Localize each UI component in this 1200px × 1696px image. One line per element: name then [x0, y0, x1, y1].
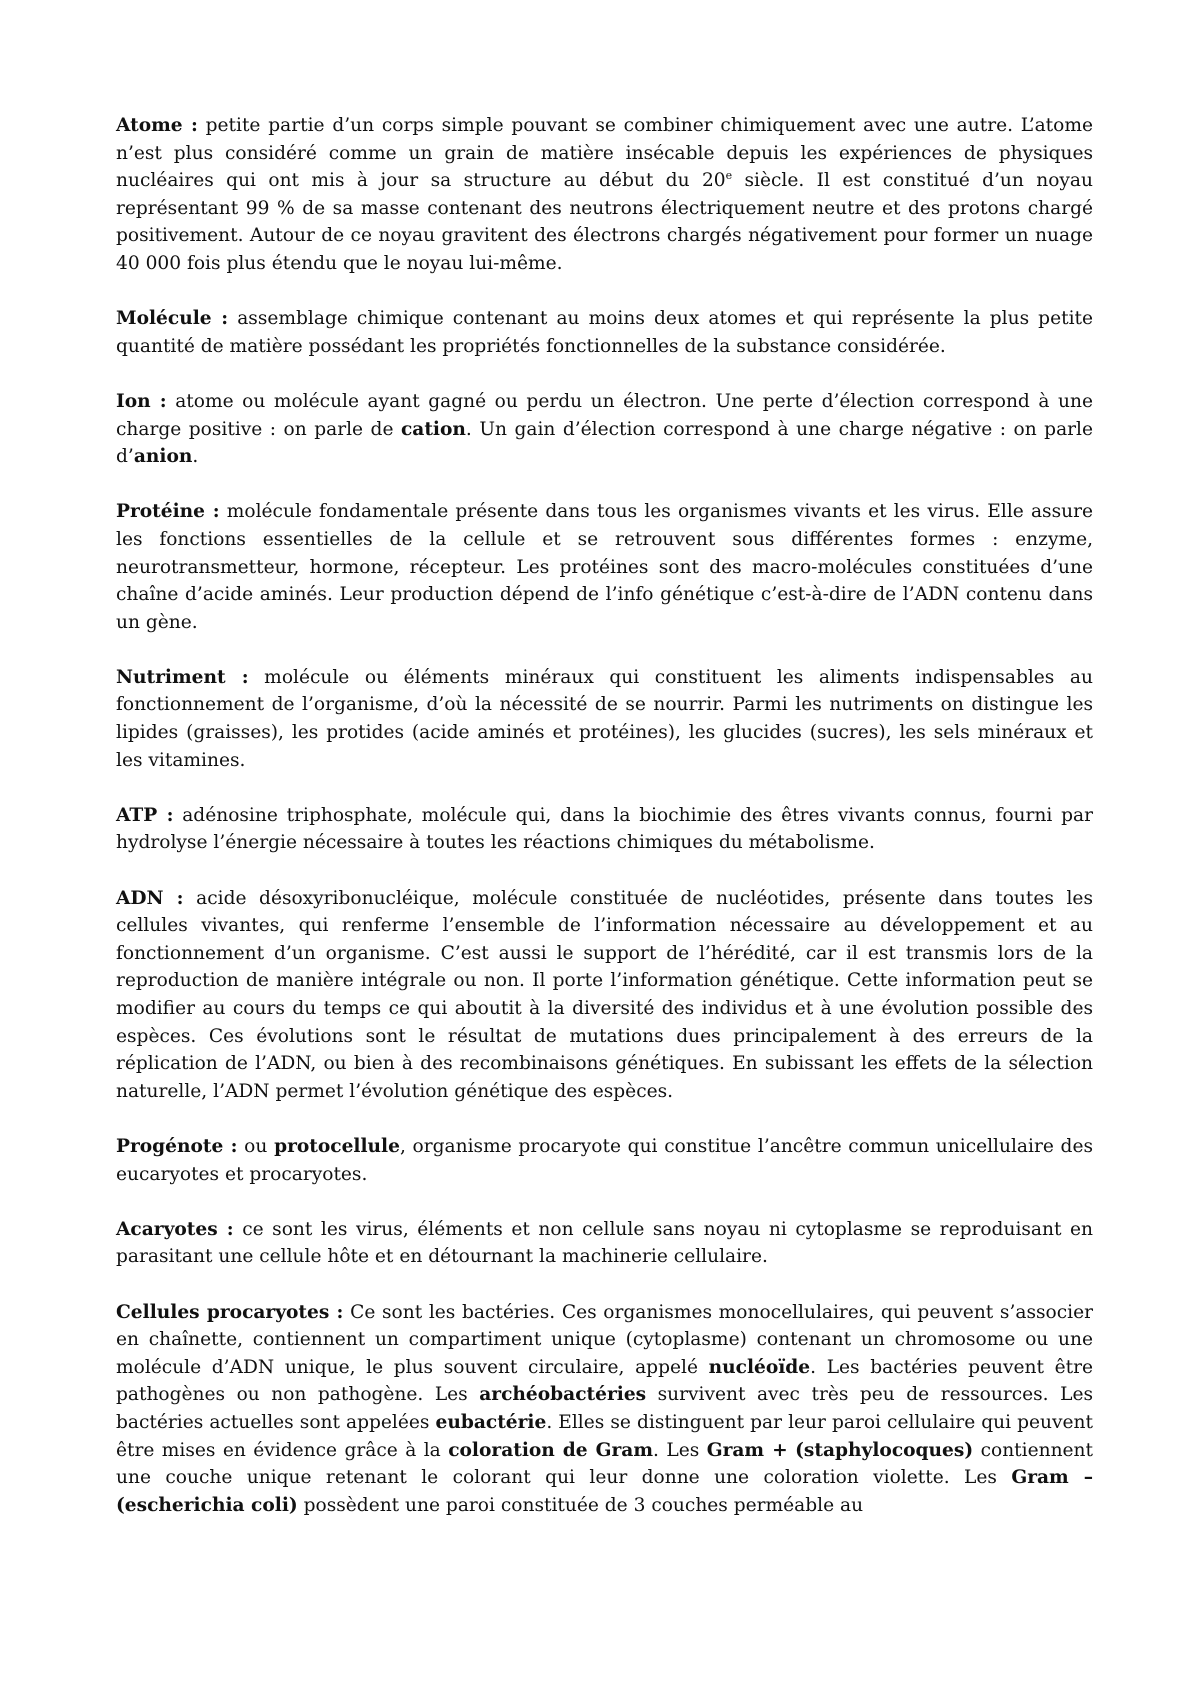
definition-text: molécule ou éléments minéraux qui constituent les aliments indispensables au fonctionnement de l’organisme, d’où la nécessité de se nourrir. Parmi les nutriments on distingue les lipides (graisses), les protides (acide aminés et protéines), les glucides (sucres), les sels minéraux et les vitamines. [116, 666, 1093, 771]
definition-text: possèdent une paroi constituée de 3 couches perméable au [297, 1494, 864, 1516]
definition-term: Ion : [116, 390, 167, 412]
document-page [116, 112, 1093, 1547]
bold-keyword: (staphylocoques) [795, 1439, 974, 1461]
definition-text: . Elles se distinguent par leur paroi cellulaire qui peuvent être mises en évidence grâce à la [116, 1411, 1093, 1461]
definition-text: Ce sont les bactéries. Ces organismes monocellulaires, qui peuvent s’associer en chaînette, contiennent un compartiment unique (cytoplasme) contenant un chromosome ou une molécule d’ADN unique, le plus souvent circulaire, appelé [116, 1301, 1093, 1378]
definition-paragraph [116, 1299, 1093, 1520]
bold-keyword: archéobactéries [479, 1384, 647, 1406]
definition-text: atome ou molécule ayant gagné ou perdu un électron. Une perte d’élection correspond à une charge positive : on parle de [116, 390, 1093, 440]
definition-paragraph [116, 1133, 1093, 1188]
bold-keyword: Gram + [706, 1439, 788, 1461]
definition-term: ADN : [116, 887, 184, 909]
definition-text: assemblage chimique contenant au moins deux atomes et qui représente la plus petite quantité de matière possédant les propriétés fonctionnelles de la substance considérée. [116, 308, 1093, 357]
bold-keyword: nucléoïde [708, 1356, 811, 1378]
definition-term: Protéine : [116, 501, 220, 523]
definition-term: Cellules procaryotes : [116, 1301, 344, 1323]
definition-paragraph [116, 498, 1093, 636]
bold-keyword: cation [400, 418, 466, 440]
definition-text: siècle. Il est constitué d’un noyau représentant 99 % de sa masse contenant des neutrons électriquement neutre et des protons chargé positivement. Autour de ce noyau gravitent des électrons chargés négativement pour former un nuage 40 000 fois plus étendu que le noyau lui-même. [116, 170, 1093, 274]
definition-text: contiennent une couche unique retenant le colorant qui leur donne une coloration violette. Les [116, 1439, 1093, 1489]
definition-term: Nutriment : [116, 666, 249, 688]
definition-text: ce sont les virus, éléments et non cellule sans noyau ni cytoplasme se reproduisant en parasitant une cellule hôte et en détournant la machinerie cellulaire. [116, 1218, 1093, 1268]
bold-keyword: (escherichia coli) [116, 1494, 298, 1516]
definition-text: , organisme procaryote qui constitue l’ancêtre commun unicellulaire des eucaryotes et procaryotes. [116, 1135, 1094, 1185]
definition-text: adénosine triphosphate, molécule qui, dans la biochimie des êtres vivants connus, fourni par hydrolyse l’énergie nécessaire à toutes les réactions chimiques du métabolisme. [116, 804, 1093, 854]
definition-text: . [192, 446, 199, 468]
definition-term: Acaryotes : [116, 1218, 234, 1240]
bold-keyword: eubactérie [435, 1411, 547, 1433]
definition-text: . Les bactéries peuvent être pathogènes ou non pathogène. Les [116, 1356, 1093, 1406]
definition-paragraph [116, 885, 1093, 1106]
bold-keyword: anion [133, 446, 193, 468]
definition-paragraph [116, 388, 1093, 471]
definition-text: . Un gain d’élection correspond à une charge négative : on parle d’ [116, 418, 1093, 468]
definition-text: acide désoxyribonucléique, molécule constituée de nucléotides, présente dans toutes les cellules vivantes, qui renferme l’ensemble de l’information nécessaire au développement et au fonctionnement d’un organisme. C’est aussi le support de l’hérédité, car il est transmis lors de la reproduction de manière intégrale ou non. Il porte l’information génétique. Cette information peut se modifier au cours du temps ce qui aboutit à la diversité des individus et à une évolution possible des espèces. Ces évolutions sont le résultat de mutations dues principalement à des erreurs de la réplication de l’ADN, ou bien à des recombinaisons génétiques. En subissant les effets de la sélection naturelle, l’ADN permet l’évolution génétique des espèces. [116, 887, 1093, 1102]
definition-term: Atome : [116, 115, 198, 136]
definition-text: petite partie d’un corps simple pouvant se combiner chimiquement avec une autre. L’atome n’est plus considéré comme un grain de matière insécable depuis les expériences de physiques nucléaires qui ont mis à jour sa structure au début du 20 [116, 115, 1093, 192]
bold-keyword: coloration de Gram [448, 1439, 654, 1461]
bold-keyword: Gram – [1011, 1467, 1093, 1489]
definition-paragraph [116, 305, 1093, 360]
definition-text [788, 1440, 795, 1461]
superscript: e [725, 169, 733, 182]
definition-term: ATP : [116, 804, 174, 826]
bold-keyword: protocellule [274, 1135, 400, 1157]
definition-paragraph [116, 112, 1093, 278]
definition-text: survivent avec très peu de ressources. Les bactéries actuelles sont appelées [116, 1384, 1094, 1433]
definition-paragraph [116, 664, 1093, 774]
definition-paragraph [116, 802, 1093, 857]
definition-term: Progénote : [116, 1135, 238, 1157]
definition-term: Molécule : [116, 308, 229, 330]
definition-text: . Les [653, 1439, 707, 1461]
definition-text: ou [237, 1135, 275, 1157]
definition-paragraph [116, 1216, 1093, 1271]
definition-text: molécule fondamentale présente dans tous les organismes vivants et les virus. Elle assure les fonctions essentielles de la cellule et se retrouvent sous différentes formes : enzyme, neurotransmetteur, hormone, récepteur. Les protéines sont des macro-molécules constituées d’une chaîne d’acide aminés. Leur production dépend de l’info génétique c’est-à-dire de l’ADN contenu dans un gène. [116, 501, 1093, 633]
